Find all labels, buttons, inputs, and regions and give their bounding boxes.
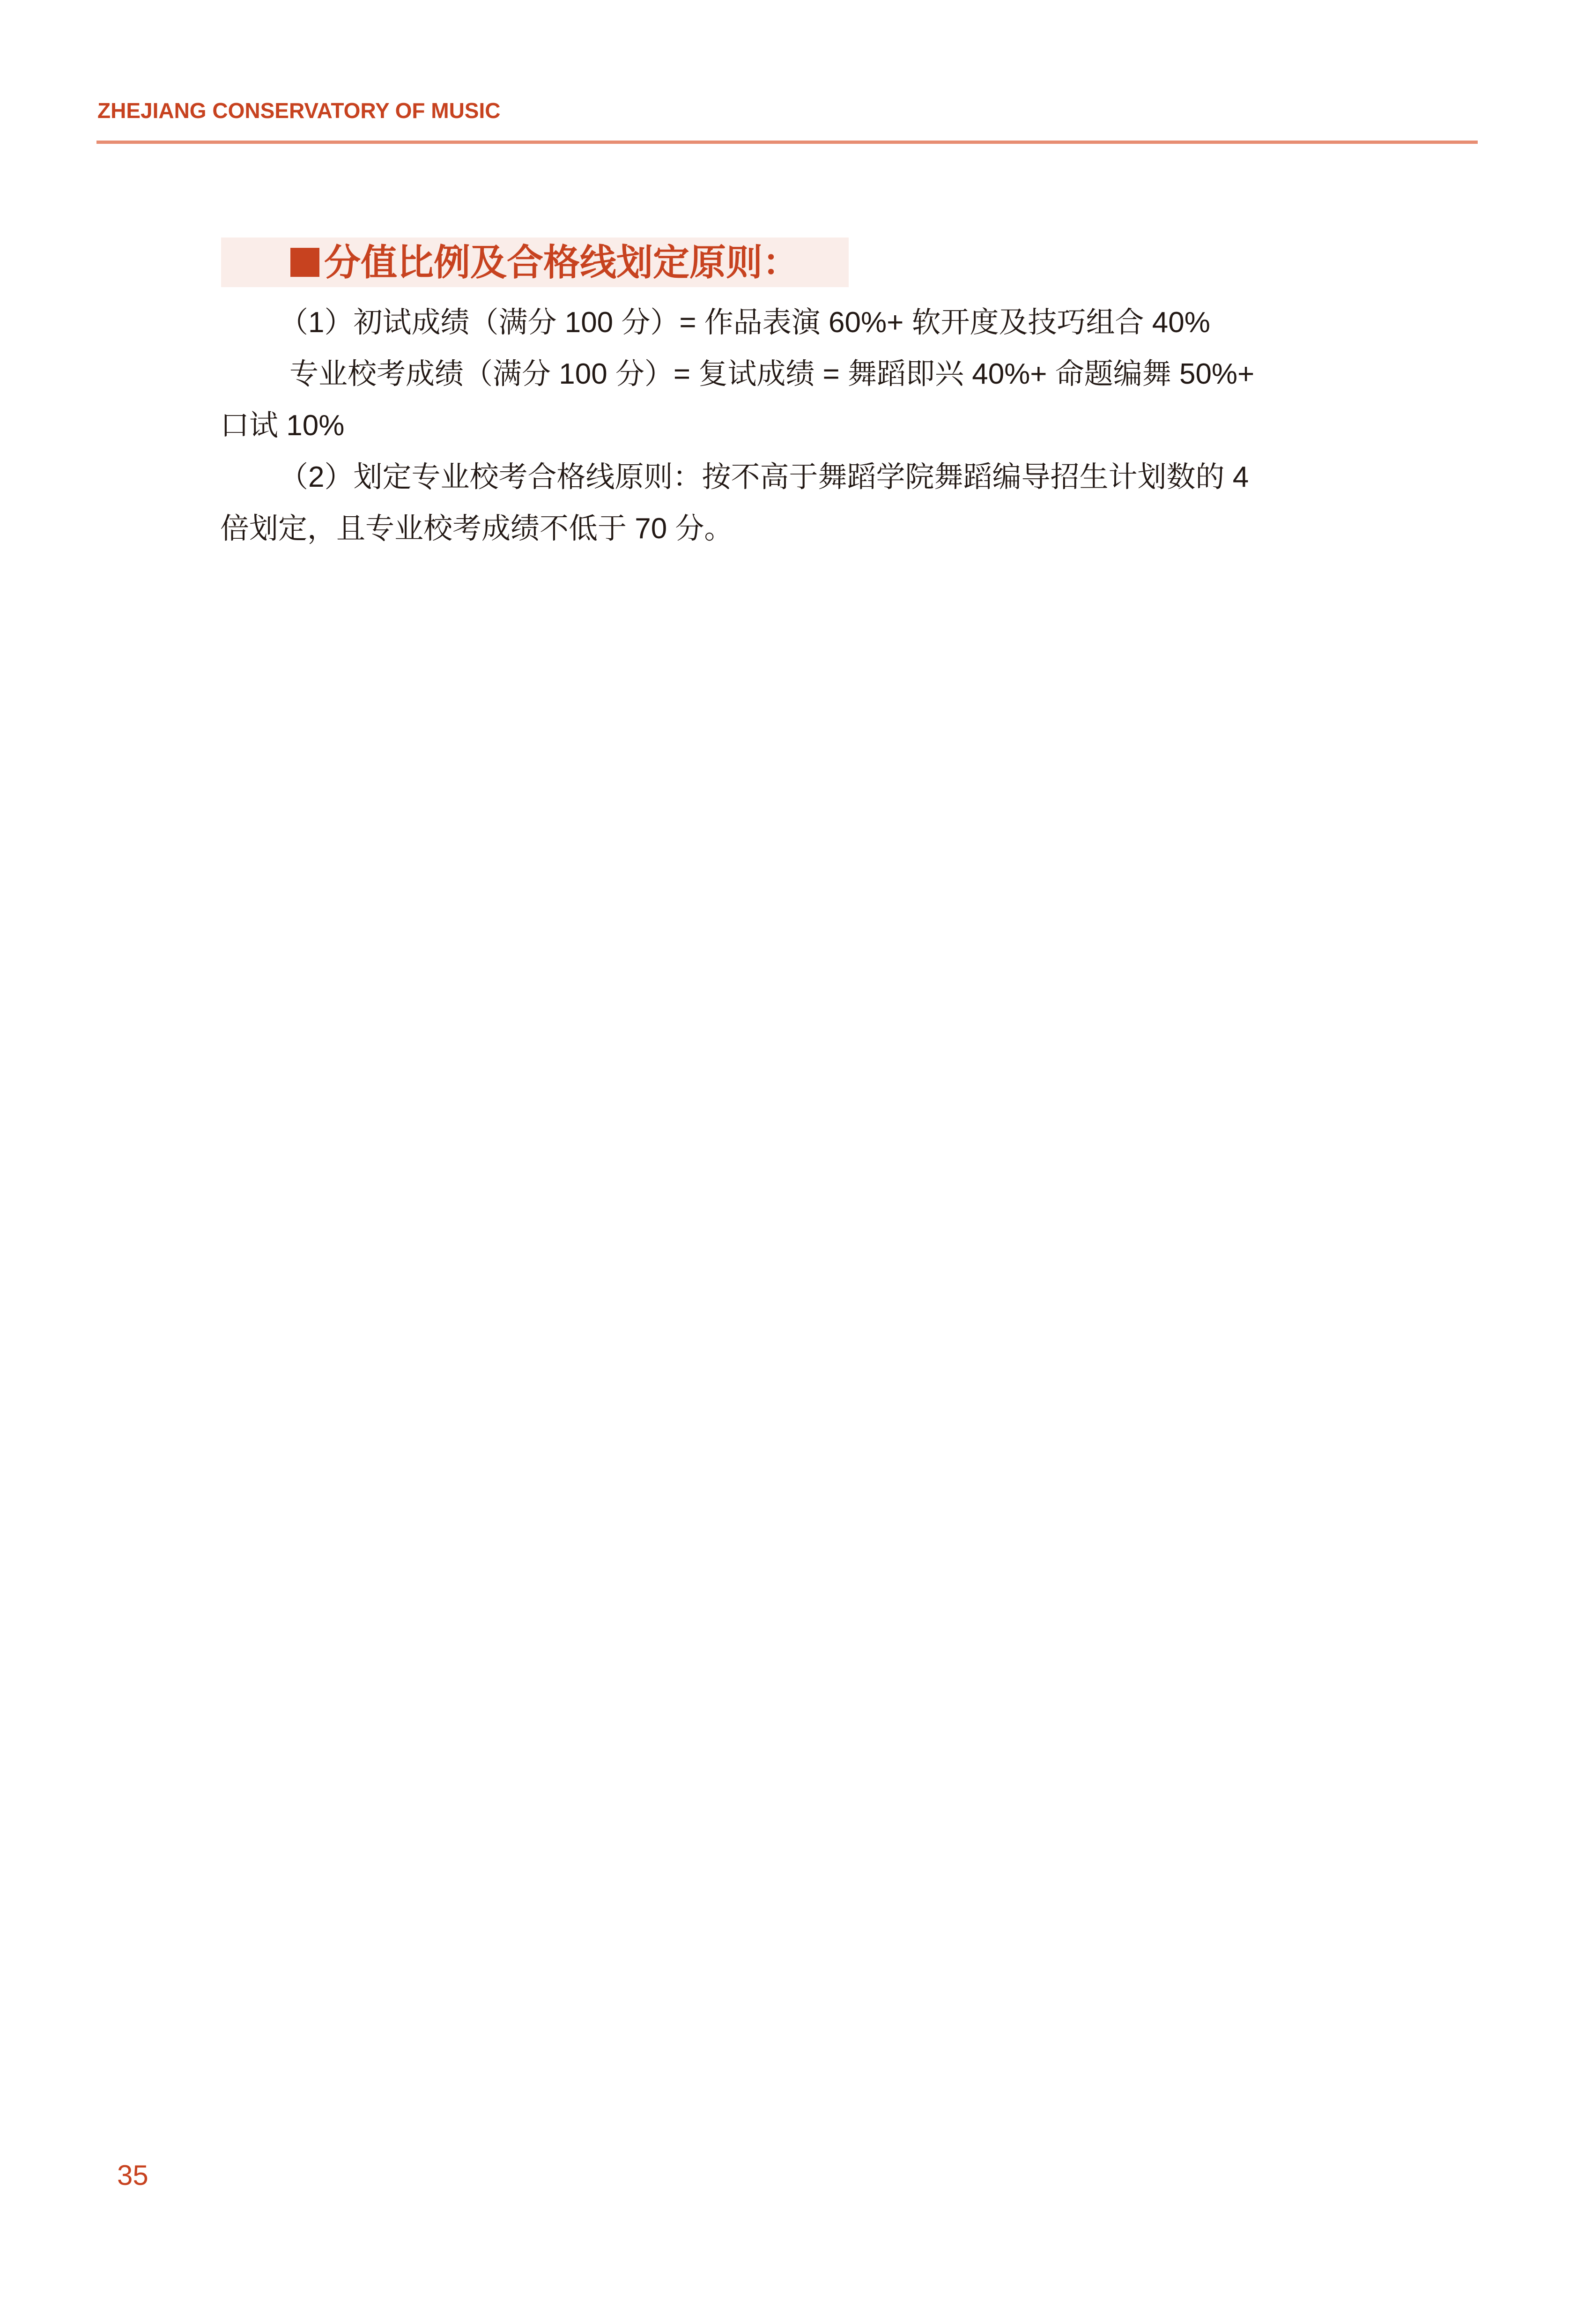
body-line: 口试 10% [220,409,345,442]
page-number: 35 [117,2160,148,2191]
body-line: （1）初试成绩（满分 100 分）= 作品表演 60%+ 软开度及技巧组合 40% [279,306,1210,339]
body-line: （2）划定专业校考合格线原则：按不高于舞蹈学院舞蹈编导招生计划数的 4 [279,461,1249,493]
header-rule-divider [96,141,1478,144]
body-line: 专业校考成绩（满分 100 分）= 复试成绩 = 舞蹈即兴 40%+ 命题编舞 50%+ [289,358,1255,390]
section-title: 分值比例及合格线划定原则： [324,242,800,283]
body-text-block [220,297,1386,555]
square-bullet-icon [290,248,319,277]
body-line: 倍划定，且专业校考成绩不低于 70 分。 [220,512,733,545]
section-heading-band [221,238,849,287]
brand-header: ZHEJIANG CONSERVATORY OF MUSIC [97,98,501,123]
